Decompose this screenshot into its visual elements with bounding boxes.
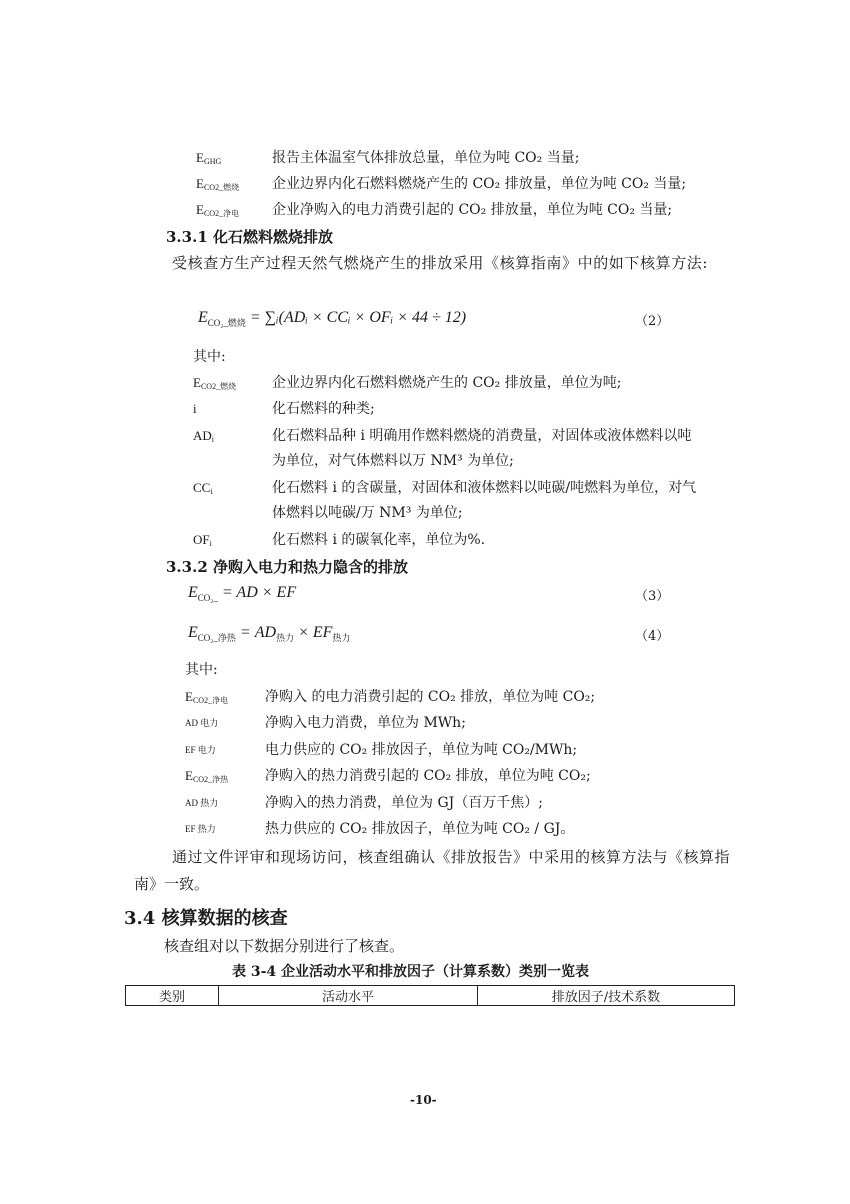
definition-text: 净购入 的电力消费引起的 CO₂ 排放，单位为吨 CO₂; <box>265 689 596 705</box>
var-label: $AD_i$ <box>193 428 215 444</box>
where-label: 其中: <box>185 662 218 678</box>
var-label: $E_{CO2\_净热}$ <box>185 768 229 784</box>
formula-3: $E_{CO_2\_}$ = AD × EF <box>188 584 297 604</box>
definition-text: 化石燃料品种 i 明确用作燃料燃烧的消费量，对固体或液体燃料以吨 <box>272 428 692 444</box>
var-label: $E_{GHG}$ <box>196 150 222 166</box>
table-caption: 表 3-4 企业活动水平和排放因子（计算系数）类别一览表 <box>232 964 590 980</box>
paragraph: 受核查方生产过程天然气燃烧产生的排放采用《核算指南》中的如下核算方法: <box>172 254 709 272</box>
definition-text: 企业边界内化石燃料燃烧产生的 CO₂ 排放量，单位为吨; <box>272 375 622 391</box>
definition-text: 净购入的热力消费，单位为 GJ（百万千焦）; <box>265 795 543 811</box>
var-label: i <box>193 401 197 416</box>
definition-text: 企业边界内化石燃料燃烧产生的 CO₂ 排放量，单位为吨 CO₂ 当量; <box>272 176 687 192</box>
where-label: 其中: <box>193 349 226 365</box>
definition-text: 净购入电力消费，单位为 MWh; <box>265 715 466 731</box>
table-header-cell: 排放因子/技术系数 <box>478 986 735 1006</box>
var-label: $CC_i$ <box>193 480 213 496</box>
table-header-cell: 类别 <box>126 986 219 1006</box>
section-heading-331: 3.3.1 化石燃料燃烧排放 <box>166 228 333 246</box>
definition-text: 为单位，对气体燃料以万 NM³ 为单位; <box>272 453 514 469</box>
definition-text: 净购入的热力消费引起的 CO₂ 排放，单位为吨 CO₂; <box>265 768 591 784</box>
page-number: -10- <box>410 1093 437 1107</box>
section-heading-34: 3.4 核算数据的核查 <box>124 908 288 929</box>
definition-text: 化石燃料的种类; <box>272 401 375 417</box>
equation-number: （4） <box>635 629 670 644</box>
definition-text: 报告主体温室气体排放总量，单位为吨 CO₂ 当量; <box>272 150 580 166</box>
formula-4: $E_{CO_2\_净热} = AD_{热力} \times EF_{热力}$ <box>188 624 351 644</box>
var-label: AD 电力 <box>185 718 219 728</box>
var-label: $OF_i$ <box>193 532 212 548</box>
var-label: $E_{CO2\_燃烧}$ <box>193 375 237 391</box>
var-label: $E_{CO2\_净电}$ <box>196 202 240 218</box>
paragraph: 核查组对以下数据分别进行了核查。 <box>164 937 405 955</box>
var-label: AD 热力 <box>185 798 219 808</box>
formula-2: $E_{CO_2\_燃烧}$ = ∑ᵢ(ADᵢ × CCᵢ × OFᵢ × 44 ÷ 12) <box>198 309 467 329</box>
var-label: EF 热力 <box>185 824 216 834</box>
paragraph: 通过文件评审和现场访问，核查组确认《排放报告》中采用的核算方法与《核算指 <box>172 848 731 866</box>
definition-text: 企业净购入的电力消费引起的 CO₂ 排放量，单位为吨 CO₂ 当量; <box>272 202 673 218</box>
equation-number: （3） <box>635 589 670 604</box>
table-header-cell: 活动水平 <box>219 986 478 1006</box>
table-header-row <box>126 986 735 1006</box>
section-heading-332: 3.3.2 净购入电力和热力隐含的排放 <box>166 558 408 576</box>
equation-number: （2） <box>635 314 670 329</box>
definition-text: 化石燃料 i 的碳氧化率，单位为%. <box>272 532 486 548</box>
var-label: $E_{CO2\_净电}$ <box>185 689 229 705</box>
paragraph: 南》一致。 <box>134 875 210 893</box>
var-label: $E_{CO2\_燃烧}$ <box>196 176 240 192</box>
definition-text: 体燃料以吨碳/万 NM³ 为单位; <box>272 505 463 521</box>
data-table <box>125 985 735 1006</box>
definition-text: 电力供应的 CO₂ 排放因子，单位为吨 CO₂/MWh; <box>265 742 578 758</box>
var-label: EF 电力 <box>185 745 216 755</box>
definition-text: 热力供应的 CO₂ 排放因子，单位为吨 CO₂ / GJ。 <box>265 821 575 837</box>
definition-text: 化石燃料 i 的含碳量，对固体和液体燃料以吨碳/吨燃料为单位，对气 <box>272 480 697 496</box>
